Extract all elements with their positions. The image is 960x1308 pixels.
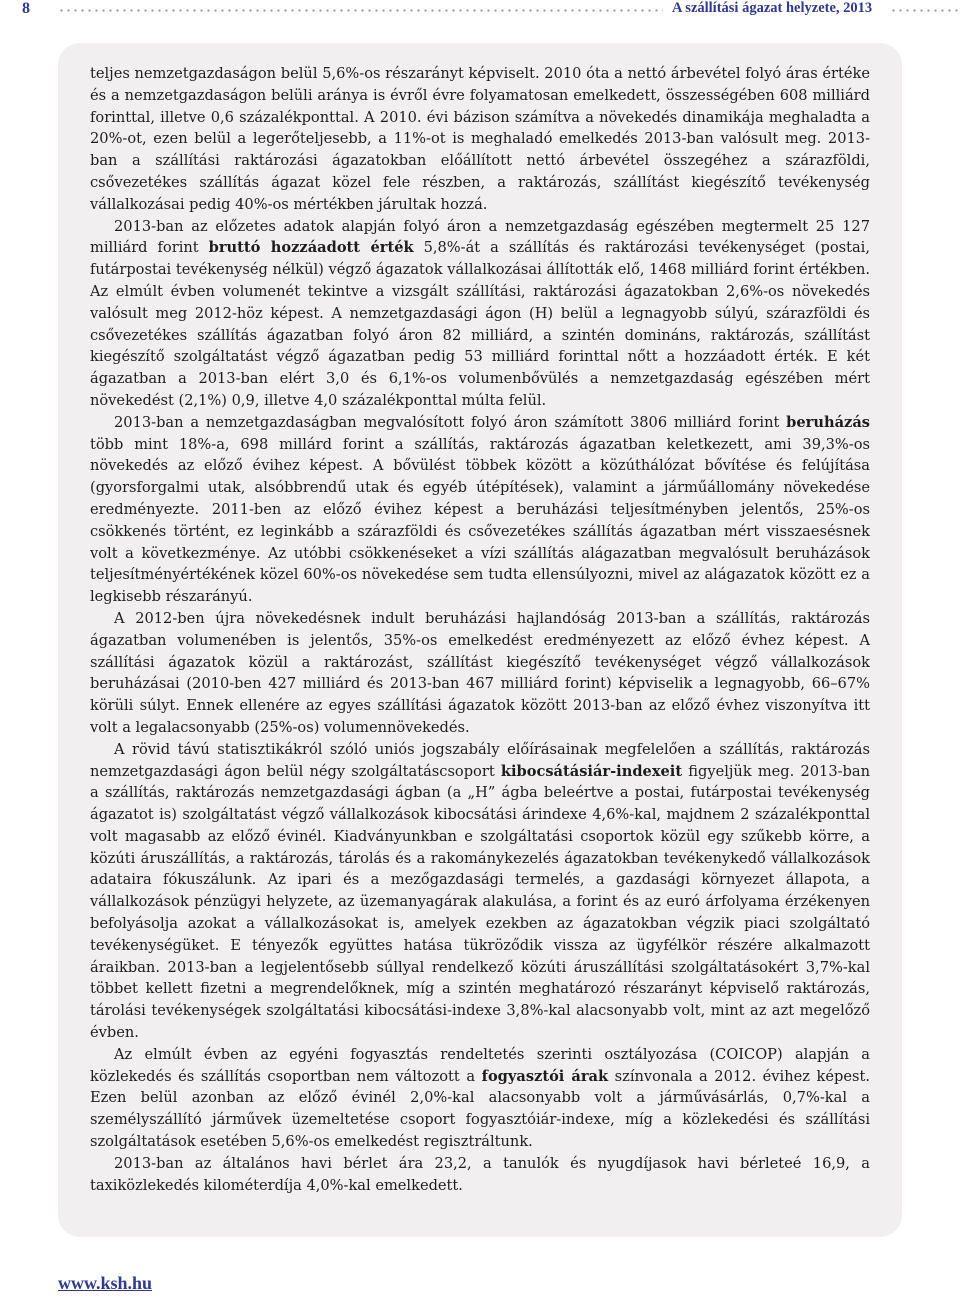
paragraph-6 bbox=[90, 1044, 870, 1153]
paragraph-3-text-b: több mint 18%-a, 698 millárd forint a szállítás, raktározás ágazatban keletkezett, ami 39,3%-os növekedés az előző évihez képest. A bővülést többek között a közúthálózat bővítése és felújítása (gyorsforgalmi utak, alsóbbrendű utak és egyéb útépítések), valamint a járműállomány növekedése eredményezte. 2011-ben az előző évihez képest a beruházási teljesítményben jelentős, 25%-os csökkenés történt, ez leginkább a szárazföldi és csővezetékes szállítás ágazatban mért visszaesésnek volt a következménye. Az utóbbi csökkenéseket a vízi szállítás alágazatban megvalósult beruházások teljesítményértékének közel 60%-os növekedése sem tudta ellensúlyozni, mivel az alágazatok között ez a legkisebb részarányú. bbox=[90, 435, 870, 606]
paragraph-5-text-a: A rövid távú statisztikákról szóló uniós jogszabály előírásainak megfelelően a szállítás, raktározás nemzetgazdasági ágon belül négy szolgáltatáscsoport bbox=[90, 740, 870, 780]
paragraph-2-text-b: 5,8%-át a szállítás és raktározási tevékenységet (postai, futárpostai tevékenység nélkül) végző ágazatok vállalkozásai állították elő, 1468 milliárd forint értékben. Az elmúlt évben volumenét tekintve a vizsgált szállítási, raktározási ágazatokban 2,6%-os növekedés valósult meg 2012-höz képest. A nemzetgazdasági ágon (H) belül a legnagyobb súlyú, szárazföldi és csővezetékes szállítás ágazatban folyó áron 82 milliárd, a szintén domináns, raktározás, szállítást kiegészítő szolgáltatást végző ágazatban pedig 53 milliárd forinttal nőtt a hozzáadott érték. E két ágazatban a 2013-ban elért 3,0 és 6,1%-os volumenbővülés a nemzetgazdaság egészében mért növekedést (2,1%) 0,9, illetve 4,0 százalékponttal múlta felül. bbox=[90, 239, 870, 409]
term-output-price-indices: kibocsátásiár-indexeit bbox=[500, 762, 683, 780]
paragraph-6-text-b: színvonala a 2012. évihez képest. Ezen belül azonban az előző évinél 2,0%-kal alacsonyabb volt a járművásárlás, 0,7%-kal a személyszállító járművek üzemeltetése csoport fogyasztóiár-indexe, míg a közlekedési és szállítási szolgáltatások esetében 5,6%-os emelkedést regisztráltunk. bbox=[90, 1067, 870, 1151]
paragraph-2-text-a: 2013-ban az előzetes adatok alapján folyó áron a nemzetgazdaság egészében megtermelt 25 127 milliárd forint bbox=[90, 217, 870, 257]
header-dotted-rule-left bbox=[58, 9, 663, 12]
paragraph-5 bbox=[90, 739, 870, 1044]
paragraph-2 bbox=[90, 216, 870, 412]
paragraph-4: A 2012-ben újra növekedésnek indult beruházási hajlandóság 2013-ban a szállítás, raktározás ágazatban volumenében is jelentős, 35%-os emelkedést eredményezett az előző évhez képest. A szállítási ágazatok közül a raktározást, szállítást kiegészítő tevékenységet végző vállalkozások beruházásai (2010-ben 427 milliárd és 2013-ban 467 milliárd forint) képviselik a legnagyobb, 66–67% körüli súlyt. Ennek ellenére az egyes szállítási ágazatok között 2013-ban az előző évhez viszonyítva itt volt a legalacsonyabb (25%-os) volumennövekedés. bbox=[90, 609, 870, 736]
page-number: 8 bbox=[22, 0, 30, 17]
header-dotted-rule-right bbox=[890, 9, 960, 12]
page-header bbox=[0, 0, 960, 22]
paragraph-1: teljes nemzetgazdaságon belül 5,6%-os részarányt képviselt. 2010 óta a nettó árbevétel folyó áras értéke és a nemzetgazdaságon belüli aránya is évről évre folyamatosan emelkedett, összességében 608 milliárd forinttal, illetve 0,6 százalékponttal. A 2010. évi bázison számítva a növekedés dinamikája meghaladta a 20%-ot, ezen belül a legerőteljesebb, a 11%-ot is meghaladó emelkedés 2013-ban valósult meg. 2013-ban a szállítási raktározási ágazatokban előállított nettó árbevétel összegéhez a szárazföldi, csővezetékes szállítás ágazat közel fele részben, a raktározás, szállítást kiegészítő tevékenység vállalkozásai pedig 40%-os mértékben járultak hozzá. bbox=[90, 65, 870, 213]
content-panel bbox=[58, 43, 902, 1237]
running-title: A szállítási ágazat helyzete, 2013 bbox=[672, 0, 873, 16]
paragraph-5-text-b: figyeljük meg. 2013-ban a szállítás, raktározás nemzetgazdasági ágban (a „H” ágba beleértve a postai, futárpostai tevékenység ágazatot is) szolgáltatást végző vállalkozások kibocsátási árindexe 4,6%-kal, majdnem 2 százalékponttal volt magasabb az előző évinél. Kiadványunkban e szolgáltatási csoportok közül egy szűkebb körre, a közúti áruszállítás, a raktározás, tárolás és a rakománykezelés ágazatokban tevékenykedő vállalkozások adataira fókuszálunk. Az ipari és a mezőgazdasági termelés, a gazdasági környezet állapota, a vállalkozások pénzügyi helyzete, az üzemanyagárak alakulása, a forint és az euró árfolyama érzékenyen befolyásolja azokat a vállalkozásokat is, amelyek ezekben az ágazatokban végzik piaci szolgáltató tevékenységüket. E tényezők együttes hatása tükröződik vissza az ügyfélkör részére alkalmazott áraikban. 2013-ban a legjelentősebb súllyal rendelkező közúti áruszállítási szolgáltatásokért 3,7%-kal többet kellett fizetni a megrendelőknek, míg a szintén meghatározó részarányt képviselő raktározás, tárolási tevékenységek szolgáltatási kibocsátási-indexe 3,8%-kal alacsonyabb volt, mint az azt megelőző évben. bbox=[90, 762, 870, 1042]
body-text bbox=[90, 63, 870, 1196]
footer-website-link[interactable]: www.ksh.hu bbox=[58, 1273, 153, 1293]
term-consumer-prices: fogyasztói árak bbox=[481, 1067, 609, 1085]
paragraph-3 bbox=[90, 412, 870, 608]
term-investment: beruházás bbox=[786, 413, 870, 431]
paragraph-3-text-a: 2013-ban a nemzetgazdaságban megvalósított folyó áron számított 3806 milliárd forint bbox=[114, 413, 787, 431]
paragraph-6-text-a: Az elmúlt évben az egyéni fogyasztás rendeltetés szerinti osztályozása (COICOP) alapján a közlekedés és szállítás csoportban nem változott a bbox=[90, 1045, 870, 1085]
paragraph-7: 2013-ban az általános havi bérlet ára 23,2, a tanulók és nyugdíjasok havi bérleteé 16,9, a taxiközlekedés kilométerdíja 4,0%-kal emelkedett. bbox=[90, 1154, 870, 1194]
term-gross-value-added: bruttó hozzáadott érték bbox=[208, 239, 414, 257]
